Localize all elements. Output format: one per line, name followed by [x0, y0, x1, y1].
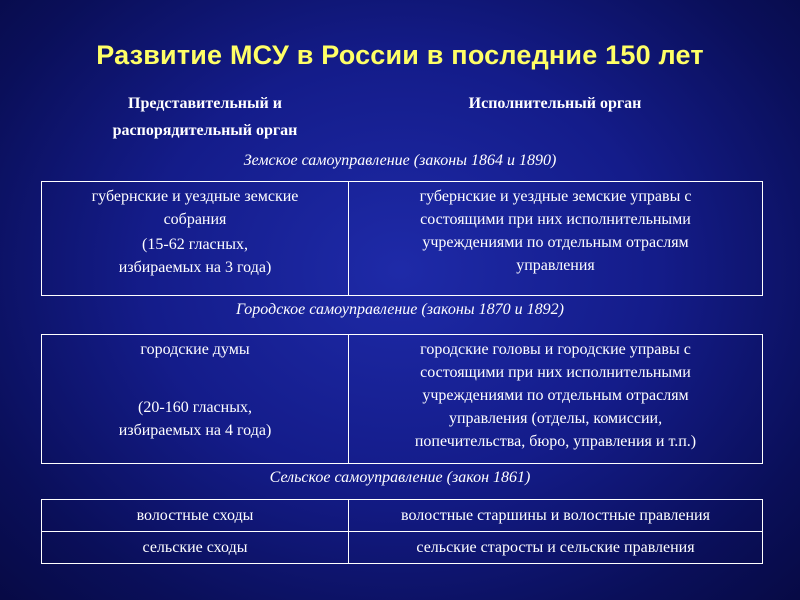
zemstvo-right-line1: губернские и уездные земские управы с — [419, 188, 692, 205]
city-representative-cell — [42, 335, 349, 464]
zemstvo-representative-cell — [42, 182, 349, 296]
section-heading-city: Городское самоуправление (законы 1870 и 1892) — [236, 301, 564, 318]
table-row — [42, 335, 763, 464]
zemstvo-right-line2: состоящими при них исполнительными — [420, 211, 691, 228]
zemstvo-left-line3: (15-62 гласных, — [142, 236, 248, 253]
header-executive: Исполнительный орган — [468, 95, 642, 112]
rural-row1-representative-cell: волостные сходы — [42, 500, 349, 532]
slide-title: Развитие МСУ в России в последние 150 лет — [96, 40, 704, 70]
rural-row2-executive-cell: сельские старосты и сельские правления — [349, 532, 763, 564]
rural-row1-executive-cell: волостные старшины и волостные правления — [349, 500, 763, 532]
section-heading-rural: Сельское самоуправление (закон 1861) — [269, 469, 531, 486]
zemstvo-right-line4: управления — [516, 257, 595, 274]
rural-row2-representative-cell: сельские сходы — [42, 532, 349, 564]
city-right-line4: управления (отделы, комиссии, — [448, 410, 663, 427]
table-city — [41, 334, 763, 464]
header-representative-line1: Представительный и — [128, 95, 282, 112]
zemstvo-left-line1: губернские и уездные земские — [91, 188, 299, 205]
city-right-line1: городские головы и городские управы с — [420, 341, 691, 358]
header-representative — [60, 90, 350, 144]
table-rural — [41, 499, 763, 564]
city-left-line3: избираемых на 4 года) — [118, 422, 272, 439]
zemstvo-left-line4: избираемых на 3 года) — [118, 259, 272, 276]
section-heading-zemstvo: Земское самоуправление (законы 1864 и 1890) — [243, 152, 557, 169]
header-representative-line2: распорядительный орган — [112, 122, 298, 139]
city-right-line2: состоящими при них исполнительными — [420, 364, 691, 381]
city-right-line5: попечительства, бюро, управления и т.п.) — [414, 433, 697, 450]
zemstvo-left-line2: собрания — [163, 211, 227, 228]
table-row — [42, 500, 763, 532]
zemstvo-executive-cell — [349, 182, 763, 296]
table-zemstvo — [41, 181, 763, 296]
table-row — [42, 182, 763, 296]
city-executive-cell — [349, 335, 763, 464]
city-left-line2: (20-160 гласных, — [138, 399, 252, 416]
city-left-line1: городские думы — [140, 341, 250, 358]
table-row — [42, 532, 763, 564]
city-right-line3: учреждениями по отдельным отраслям — [422, 387, 689, 404]
zemstvo-right-line3: учреждениями по отдельным отраслям — [422, 234, 689, 251]
